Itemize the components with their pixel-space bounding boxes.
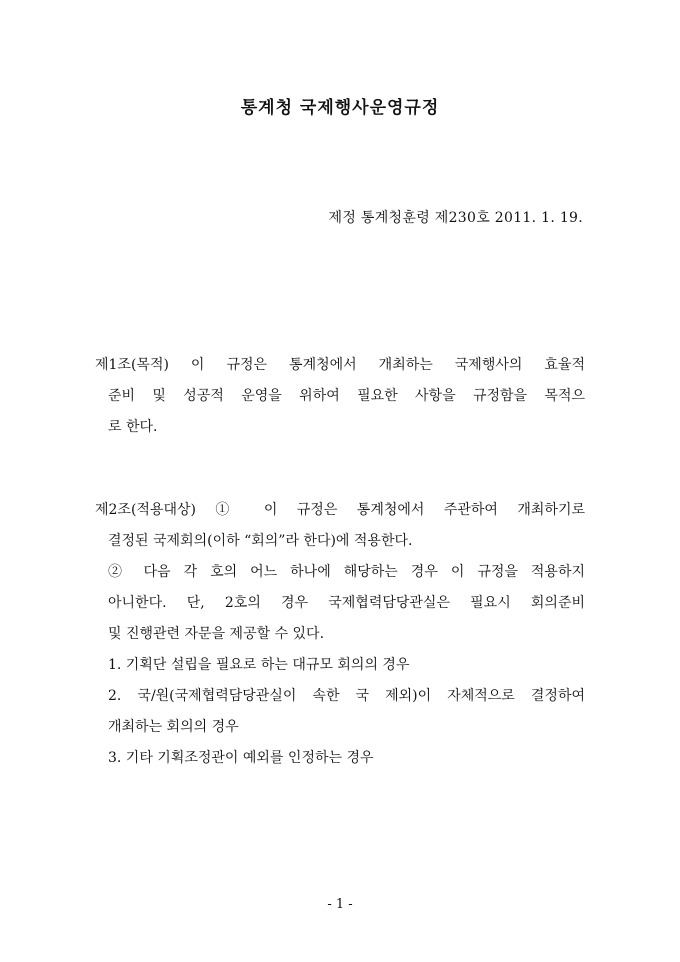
article-line: 로 한다. bbox=[108, 419, 158, 435]
article-line: 1. 기획단 설립을 필요로 하는 대규모 회의의 경우 bbox=[108, 657, 410, 673]
document-title: 통계청 국제행사운영규정 bbox=[240, 98, 440, 118]
article-1 bbox=[95, 350, 585, 443]
article-line: 결정된 국제회의(이하 “회의”라 한다)에 적용한다. bbox=[108, 533, 413, 549]
article-line: 개최하는 회의의 경우 bbox=[108, 719, 239, 735]
article-line: 3. 기타 기획조정관이 예외를 인정하는 경우 bbox=[108, 750, 374, 766]
article-line: 2. 국/원(국제협력담당관실이 속한 국 제외)이 자체적으로 결정하여 bbox=[108, 688, 585, 704]
article-line: 아니한다. 단, 2호의 경우 국제협력담당관실은 필요시 회의준비 bbox=[108, 595, 585, 611]
article-line: 제2조(적용대상) ① 이 규정은 통계청에서 주관하여 개최하기로 bbox=[95, 502, 585, 518]
article-line: ② 다음 각 호의 어느 하나에 해당하는 경우 이 규정을 적용하지 bbox=[108, 564, 585, 580]
page-number: - 1 - bbox=[327, 897, 353, 912]
article-line: 및 진행관련 자문을 제공할 수 있다. bbox=[108, 626, 325, 642]
article-line: 준비 및 성공적 운영을 위하여 필요한 사항을 규정함을 목적으 bbox=[108, 388, 585, 404]
article-line: 제1조(목적) 이 규정은 통계청에서 개최하는 국제행사의 효율적 bbox=[95, 357, 585, 373]
enactment-info: 제정 통계청훈령 제230호 2011. 1. 19. bbox=[328, 210, 583, 226]
article-2 bbox=[95, 495, 585, 774]
